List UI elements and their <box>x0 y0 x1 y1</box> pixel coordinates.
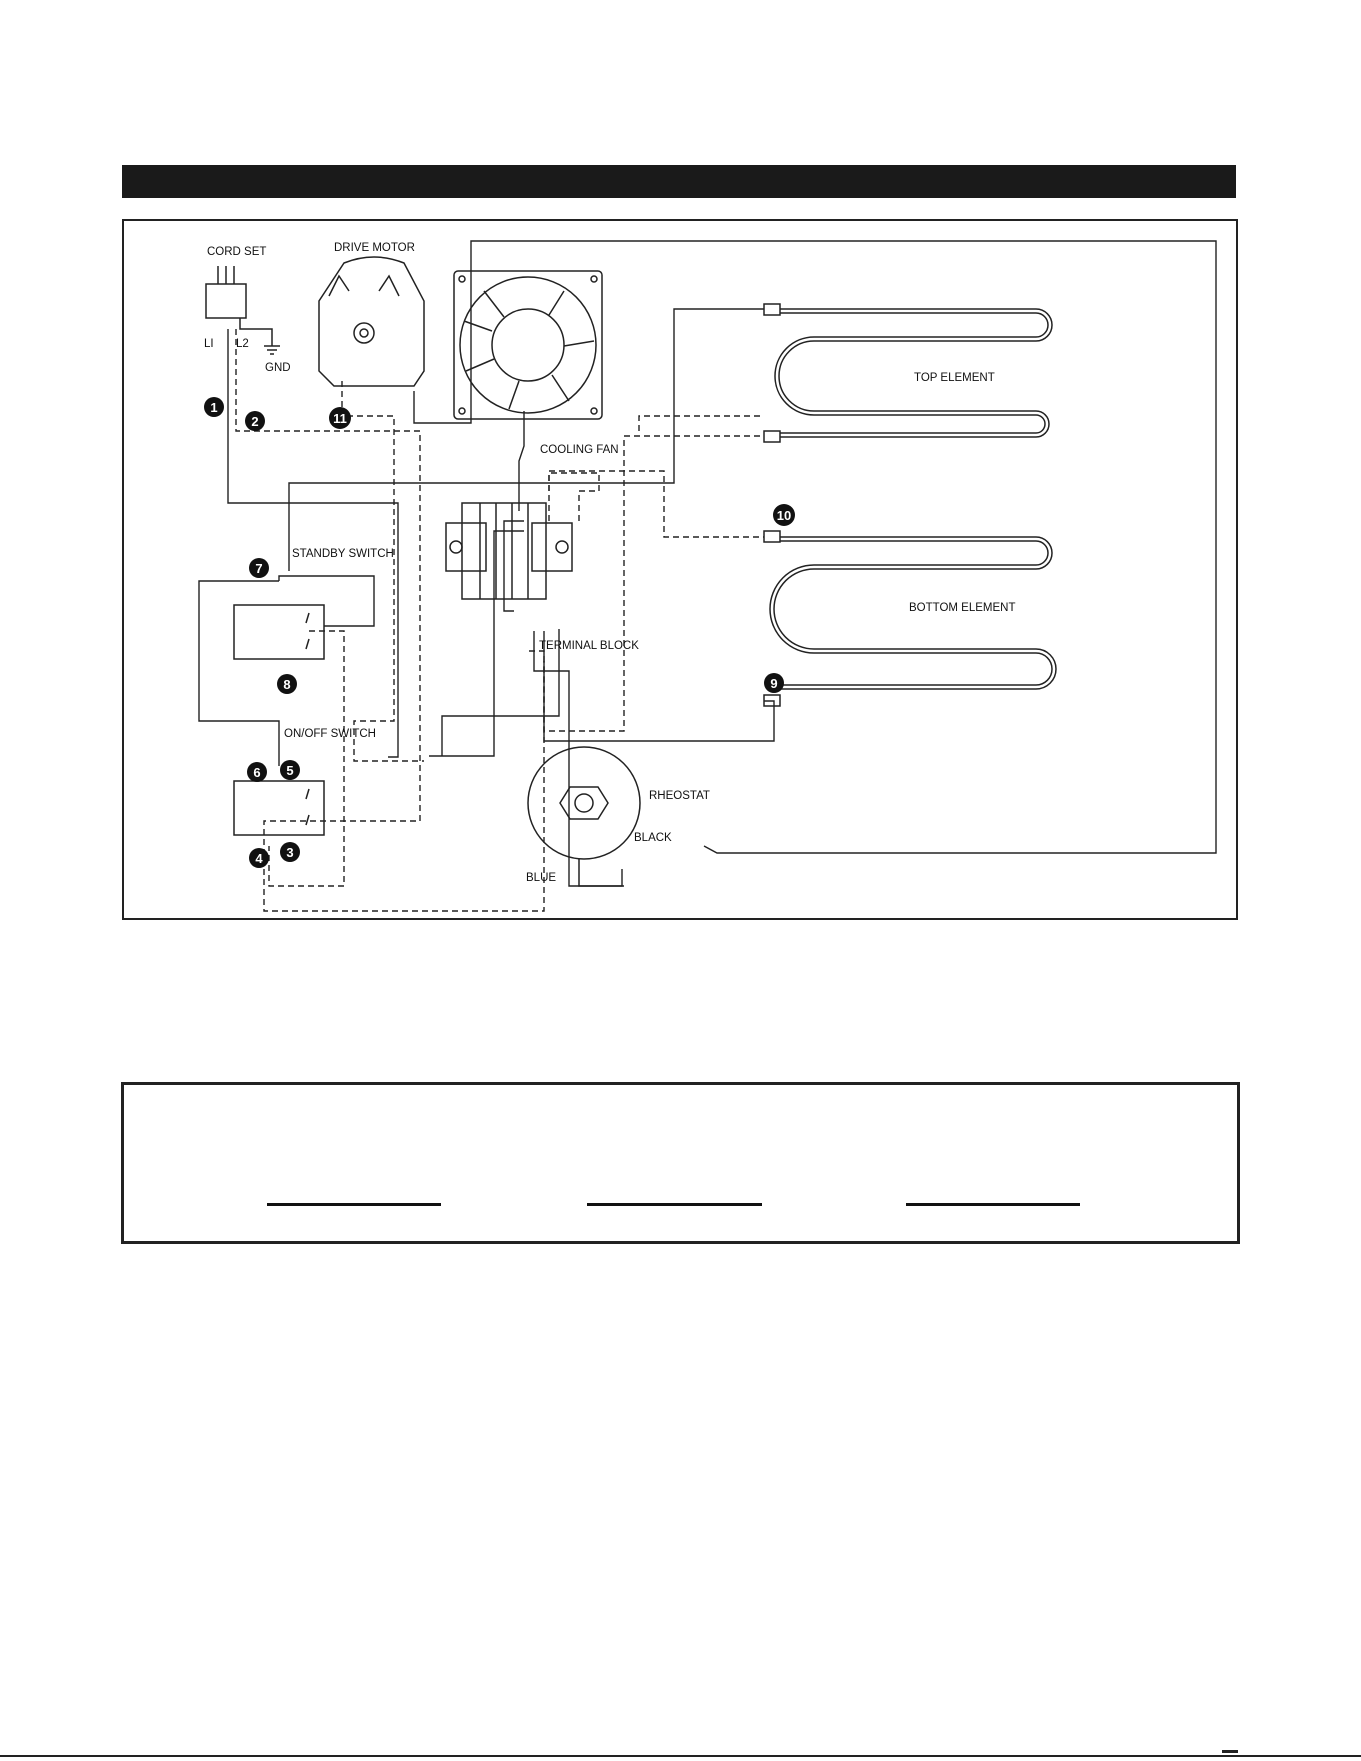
svg-text:8: 8 <box>283 677 291 692</box>
top-element-label: TOP ELEMENT <box>914 372 995 384</box>
cord-set-label: CORD SET <box>207 246 267 258</box>
top-element <box>764 304 1052 442</box>
bottom-element-label: BOTTOM ELEMENT <box>909 602 1016 614</box>
footer-rule <box>0 1755 1361 1757</box>
cooling-fan <box>454 271 619 456</box>
signoff-box <box>121 1082 1240 1244</box>
callout-7 <box>249 558 269 578</box>
callout-5 <box>280 760 300 780</box>
on-off-switch-label: ON/OFF SWITCH <box>284 728 376 740</box>
gnd-label: GND <box>265 362 291 374</box>
svg-text:5: 5 <box>286 763 294 778</box>
callout-3 <box>280 842 300 862</box>
terminal-block <box>446 503 639 652</box>
wiring-diagram <box>122 219 1238 920</box>
l2-label: L2 <box>236 338 249 350</box>
signature-line-3[interactable] <box>906 1203 1080 1206</box>
svg-text:2: 2 <box>251 414 259 429</box>
black-wire-label: BLACK <box>634 832 672 844</box>
bottom-element <box>764 531 1056 706</box>
wiring-diagram-svg <box>124 221 1236 918</box>
svg-text:6: 6 <box>253 765 261 780</box>
standby-switch-label: STANDBY SWITCH <box>292 548 394 560</box>
footer-mark <box>1222 1750 1238 1753</box>
callout-9 <box>764 673 784 693</box>
signature-line-1[interactable] <box>267 1203 441 1206</box>
svg-text:11: 11 <box>333 411 347 426</box>
dashed-wires <box>236 329 764 911</box>
callout-4 <box>249 848 269 868</box>
callout-1 <box>204 397 224 417</box>
l1-label: LI <box>204 338 214 350</box>
drive-motor <box>319 242 424 386</box>
cooling-fan-label: COOLING FAN <box>540 444 619 456</box>
callout-11 <box>329 407 351 429</box>
callout-6 <box>247 762 267 782</box>
callout-2 <box>245 411 265 431</box>
callout-8 <box>277 674 297 694</box>
svg-text:4: 4 <box>255 851 263 866</box>
cord-set <box>204 246 291 374</box>
svg-text:1: 1 <box>210 400 218 415</box>
drive-motor-label: DRIVE MOTOR <box>334 242 415 254</box>
blue-wire-label: BLUE <box>526 872 557 884</box>
rheostat <box>526 747 710 886</box>
signature-line-2[interactable] <box>587 1203 762 1206</box>
callout-10 <box>773 504 795 526</box>
rheostat-label: RHEOSTAT <box>649 790 710 802</box>
terminal-block-label: TERMINAL BLOCK <box>539 640 639 652</box>
svg-text:10: 10 <box>776 508 792 523</box>
svg-text:3: 3 <box>286 845 294 860</box>
svg-text:9: 9 <box>770 676 778 691</box>
header-bar <box>122 165 1236 198</box>
svg-text:7: 7 <box>255 561 263 576</box>
